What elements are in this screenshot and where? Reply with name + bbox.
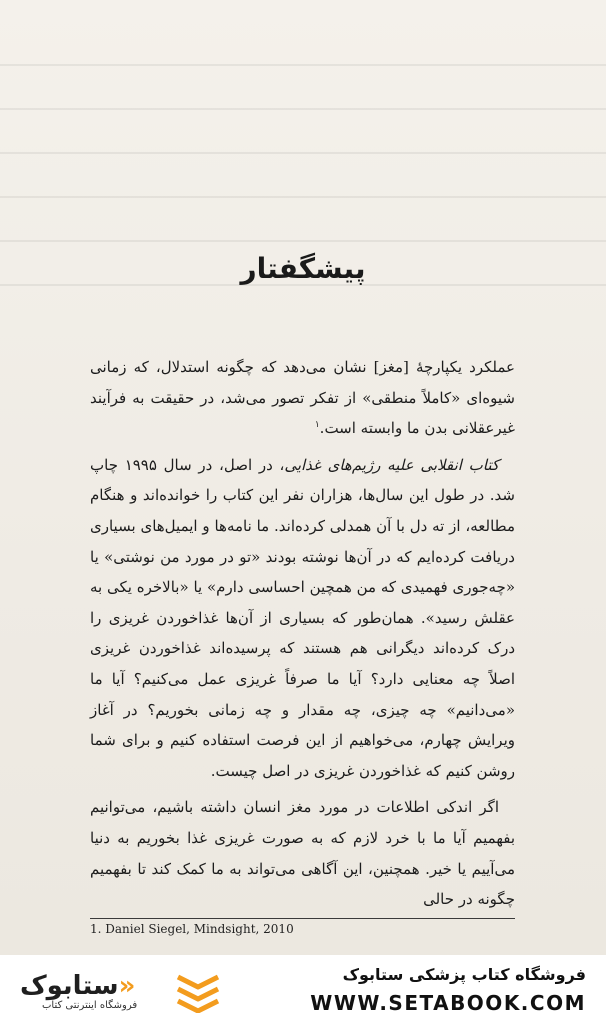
chapter-title: پیشگفتار <box>240 252 366 285</box>
book-title: کتاب انقلابی علیه رژیم‌های غذایی <box>284 455 500 474</box>
setabook-logo <box>14 967 239 1015</box>
shop-url[interactable]: WWW.SETABOOK.COM <box>310 991 586 1015</box>
body-text <box>90 352 515 915</box>
shop-name: فروشگاه کتاب پزشکی ستابوک <box>342 965 586 984</box>
logo-tagline: فروشگاه اینترنتی کتاب <box>42 1000 138 1011</box>
watermark-footer <box>0 955 606 1024</box>
paragraph-1 <box>90 352 515 444</box>
paragraph-2 <box>90 450 515 787</box>
logo-chevron-icon: « <box>118 971 136 1001</box>
logo-wordmark: «ستابوک <box>20 971 136 1001</box>
paragraph-3 <box>90 792 515 914</box>
book-stack-icon <box>174 971 222 1013</box>
footnote: 1. Daniel Siegel, Mindsight, 2010 <box>90 922 294 936</box>
paragraph-1-text: عملکرد یکپارچهٔ [مغز] نشان می‌دهد که چگونه استدلال، که زمانی شیوه‌ای «کاملاً منطقی» از تفکر تصور می‌شد، در حقیقت به فرآیند غیرعقلانی بدن ما وابسته است. <box>90 358 515 438</box>
footnote-divider <box>90 918 515 919</box>
paragraph-3-text: اگر اندکی اطلاعات در مورد مغز انسان داشته باشیم، می‌توانیم بفهمیم آیا ما با خرد لازم که به صورت غریزی غذا بخوریم به دنیا می‌آییم یا خیر. همچنین، این آگاهی می‌تواند به ما کمک کند تا بفهمیم چگونه در حالی <box>90 798 515 909</box>
footnote-mark: ۱ <box>314 420 320 431</box>
paragraph-2-text: ، در اصل، در سال ۱۹۹۵ چاپ شد. در طول این سال‌ها، هزاران نفر این کتاب را خوانده‌اند و هنگام مطالعه، از ته دل با آن همدلی کرده‌اند. ما نامه‌ها و ایمیل‌های بسیاری دریافت کرده‌ایم که در آن‌ها نوشته بودند «تو در مورد من نوشتی» یا «چه‌جوری فهمیدی که من همچین احساسی دارم» یا «بالاخره یکی به عقلش رسید». همان‌طور که بسیاری از آن‌ها غذاخوردن غریزی را درک کرده‌اند دیگرانی هم هستند که پرسیده‌اند غذاخوردن غریزی اصلاً چه معنایی دارد؟ آیا ما صرفاً غریزی عمل می‌کنیم؟ آیا ما «می‌دانیم» چه چیزی، چه مقدار و چه زمانی بخوریم؟ در آغاز ویرایش چهارم، می‌خواهیم از این فرصت استفاده کنیم و برای شما روشن کنیم که غذاخوردن غریزی در اصل چیست. <box>90 455 515 780</box>
